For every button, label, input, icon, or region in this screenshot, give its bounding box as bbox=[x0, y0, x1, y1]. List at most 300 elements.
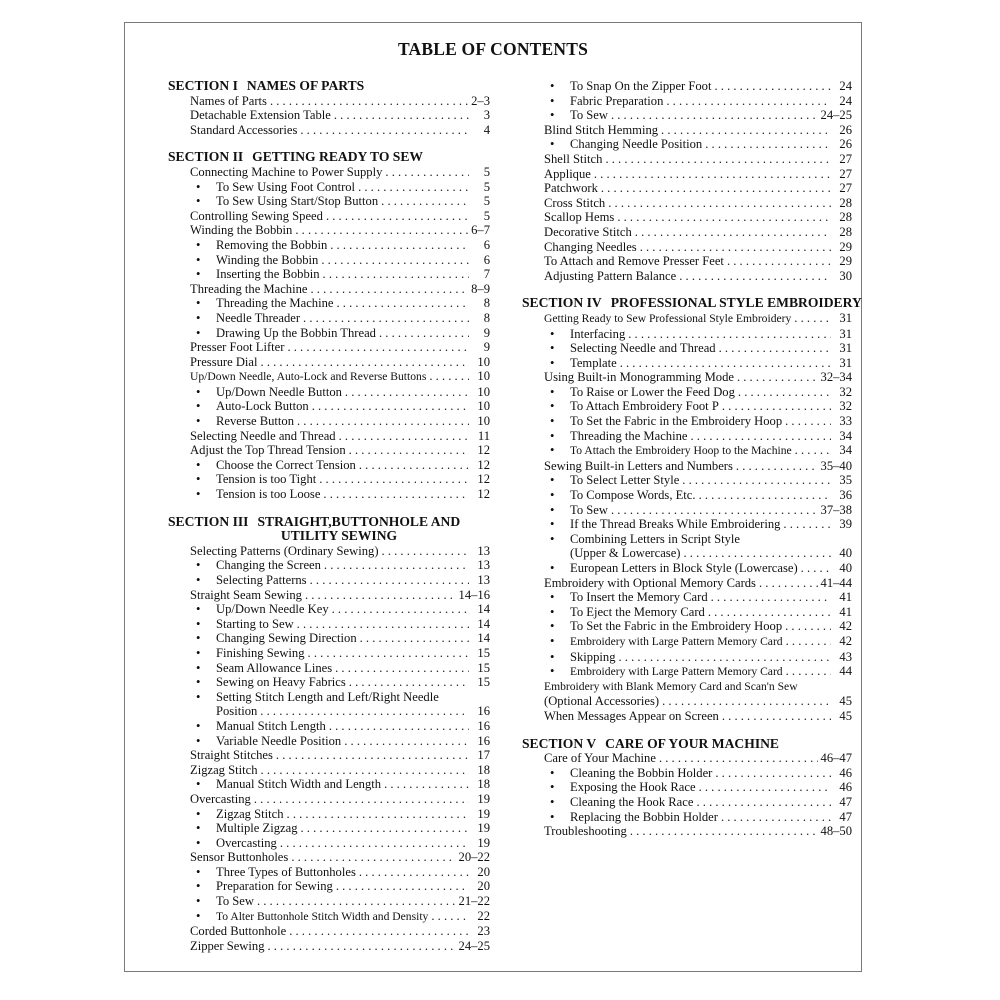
bullet-icon: • bbox=[550, 473, 555, 488]
entry-title: To Attach and Remove Presser Feet bbox=[544, 254, 724, 269]
page-number: 23 bbox=[477, 924, 490, 939]
entry-title: Zipper Sewing bbox=[190, 938, 265, 953]
entry-title: Decorative Stitch bbox=[544, 224, 632, 239]
toc-entry bbox=[522, 795, 852, 810]
entry-title: Embroidery with Optional Memory Cards bbox=[544, 575, 756, 590]
bullet-icon: • bbox=[550, 79, 555, 93]
toc-entry bbox=[522, 356, 852, 371]
dot-leader bbox=[349, 675, 469, 690]
page-number: 24–25 bbox=[820, 108, 852, 123]
section-heading bbox=[168, 79, 490, 94]
page-number: 21–22 bbox=[458, 894, 490, 909]
toc-entry bbox=[522, 327, 852, 342]
toc-entry bbox=[168, 719, 490, 734]
page-number: 9 bbox=[483, 340, 490, 355]
toc-entry bbox=[522, 123, 852, 138]
page-number: 27 bbox=[839, 166, 852, 181]
entry-title: Up/Down Needle Button bbox=[216, 384, 342, 399]
dot-leader bbox=[385, 165, 469, 180]
dot-leader bbox=[722, 399, 831, 414]
page-number: 18 bbox=[477, 777, 490, 792]
entry-title: Position bbox=[216, 704, 258, 719]
bullet-icon: • bbox=[550, 794, 555, 809]
toc-entry bbox=[522, 824, 852, 839]
entry-title: Standard Accessories bbox=[190, 122, 298, 137]
dot-leader bbox=[336, 879, 469, 894]
bullet-icon: • bbox=[196, 864, 201, 879]
page-number: 19 bbox=[477, 806, 490, 821]
page-number: 24–25 bbox=[458, 938, 490, 953]
dot-leader bbox=[287, 807, 469, 822]
page-number: 35–40 bbox=[820, 458, 852, 473]
dot-leader bbox=[300, 123, 469, 138]
entry-title: Adjusting Pattern Balance bbox=[544, 268, 677, 283]
toc-entry bbox=[168, 414, 490, 429]
dot-leader bbox=[785, 619, 831, 634]
toc-entry bbox=[522, 546, 852, 561]
dot-leader bbox=[303, 311, 469, 326]
entry-title: To Insert the Memory Card bbox=[570, 590, 708, 605]
dot-leader bbox=[335, 661, 469, 676]
entry-title: Up/Down Needle, Auto-Lock and Reverse Buttons bbox=[190, 370, 427, 384]
toc-entry bbox=[168, 487, 490, 502]
dot-leader bbox=[268, 939, 456, 954]
page-number: 4 bbox=[483, 122, 490, 137]
bullet-icon: • bbox=[196, 384, 201, 399]
page-title: TABLE OF CONTENTS bbox=[397, 39, 589, 59]
toc-entry bbox=[522, 240, 852, 255]
page-number: 19 bbox=[477, 791, 490, 806]
dot-leader bbox=[323, 267, 469, 282]
page-number: 6 bbox=[483, 252, 490, 267]
dot-leader bbox=[289, 924, 469, 939]
entry-title: Using Built-in Monogramming Mode bbox=[544, 370, 734, 385]
page-number: 32–34 bbox=[820, 370, 852, 385]
page-number: 28 bbox=[839, 224, 852, 239]
toc-entry bbox=[522, 414, 852, 429]
dot-leader bbox=[344, 734, 469, 749]
bullet-icon: • bbox=[196, 631, 201, 646]
page-number: 3 bbox=[483, 108, 490, 123]
bullet-icon: • bbox=[550, 633, 555, 648]
toc-entry bbox=[168, 690, 490, 705]
toc-entry bbox=[522, 385, 852, 400]
bullet-icon: • bbox=[550, 664, 555, 679]
dot-leader bbox=[611, 108, 818, 123]
dot-leader bbox=[705, 137, 831, 152]
toc-entry bbox=[168, 631, 490, 646]
dot-leader bbox=[594, 167, 831, 182]
dot-leader bbox=[384, 777, 469, 792]
entry-title: To Eject the Memory Card bbox=[570, 604, 705, 619]
page-number: 34 bbox=[839, 428, 852, 443]
page-number: 27 bbox=[839, 181, 852, 196]
section-title-continued: UTILITY SEWING bbox=[280, 528, 398, 544]
entry-title: Selecting Patterns (Ordinary Sewing) bbox=[190, 543, 379, 558]
dot-leader bbox=[640, 240, 831, 255]
bullet-icon: • bbox=[550, 780, 555, 795]
bullet-icon: • bbox=[196, 733, 201, 748]
dot-leader bbox=[261, 763, 469, 778]
bullet-icon: • bbox=[196, 399, 201, 414]
toc-entry bbox=[168, 223, 490, 238]
page-number: 45 bbox=[839, 694, 852, 709]
toc-entry bbox=[168, 399, 490, 414]
entry-title: To Sew bbox=[570, 502, 608, 517]
entry-title: When Messages Appear on Screen bbox=[544, 708, 719, 723]
bullet-icon: • bbox=[196, 310, 201, 325]
page-number: 40 bbox=[839, 561, 852, 575]
page-number: 10 bbox=[477, 399, 490, 414]
dot-leader bbox=[786, 634, 831, 649]
dot-leader bbox=[620, 356, 831, 371]
entry-title: Shell Stitch bbox=[544, 151, 603, 166]
toc-entry bbox=[522, 576, 852, 591]
page-number: 14 bbox=[477, 616, 490, 631]
toc-entry bbox=[168, 850, 490, 865]
bullet-icon: • bbox=[550, 137, 555, 152]
toc-entry bbox=[522, 108, 852, 123]
dot-leader bbox=[254, 792, 469, 807]
page-number: 29 bbox=[839, 254, 852, 269]
dot-leader bbox=[297, 414, 469, 429]
entry-title: Names of Parts bbox=[190, 93, 267, 108]
page-number: 13 bbox=[477, 558, 490, 573]
entry-title: Troubleshooting bbox=[544, 824, 627, 839]
entry-title: To Compose Words, Etc. bbox=[570, 488, 696, 503]
entry-title: Cleaning the Hook Race bbox=[570, 794, 694, 809]
bullet-icon: • bbox=[550, 488, 555, 503]
entry-title: Cross Stitch bbox=[544, 195, 606, 210]
bullet-icon: • bbox=[550, 355, 555, 370]
section-heading bbox=[168, 150, 490, 165]
entry-title: Blind Stitch Hemming bbox=[544, 122, 659, 137]
entry-title: Reverse Button bbox=[216, 414, 294, 429]
page-number: 13 bbox=[477, 543, 490, 558]
bullet-icon: • bbox=[196, 602, 201, 617]
entry-title: Changing Needles bbox=[544, 239, 637, 254]
toc-entry bbox=[168, 924, 490, 939]
page-number: 31 bbox=[839, 341, 852, 356]
toc-entry bbox=[168, 458, 490, 473]
dot-leader bbox=[287, 340, 469, 355]
toc-entry bbox=[522, 137, 852, 152]
entry-title: Changing Needle Position bbox=[570, 137, 703, 152]
bullet-icon: • bbox=[550, 414, 555, 429]
dot-leader bbox=[715, 766, 831, 781]
entry-title: Corded Buttonhole bbox=[190, 924, 287, 939]
toc-entry bbox=[168, 311, 490, 326]
dot-leader bbox=[323, 487, 469, 502]
toc-entry bbox=[168, 807, 490, 822]
page-number: 24 bbox=[839, 93, 852, 108]
page-number: 48–50 bbox=[820, 824, 852, 839]
page-number: 22 bbox=[477, 908, 490, 923]
section-number: SECTION III bbox=[168, 513, 249, 529]
page-number: 12 bbox=[477, 472, 490, 487]
entry-title: Setting Stitch Length and Left/Right Needle bbox=[216, 689, 439, 704]
toc-entry bbox=[522, 680, 852, 695]
section-title: CARE OF YOUR MACHINE bbox=[605, 735, 779, 751]
page-number: 31 bbox=[839, 310, 852, 325]
toc-entry bbox=[522, 473, 852, 488]
toc-entry bbox=[522, 780, 852, 795]
toc-entry bbox=[168, 879, 490, 894]
entry-title: Straight Seam Sewing bbox=[190, 587, 302, 602]
page-number: 14 bbox=[477, 602, 490, 617]
bullet-icon: • bbox=[550, 341, 555, 356]
toc-entry bbox=[522, 210, 852, 225]
toc-entry bbox=[168, 443, 490, 458]
entry-title: Inserting the Bobbin bbox=[216, 267, 320, 282]
entry-title: Applique bbox=[544, 166, 591, 181]
dot-leader bbox=[308, 646, 469, 661]
entry-title: Drawing Up the Bobbin Thread bbox=[216, 325, 376, 340]
page-number: 8 bbox=[483, 296, 490, 311]
page-number: 16 bbox=[477, 704, 490, 719]
entry-title: Selecting Needle and Thread bbox=[190, 428, 336, 443]
page-number: 14 bbox=[477, 631, 490, 646]
dot-leader bbox=[429, 369, 469, 384]
dot-leader bbox=[635, 225, 831, 240]
toc-entry bbox=[168, 472, 490, 487]
toc-entry bbox=[522, 709, 852, 724]
bullet-icon: • bbox=[196, 718, 201, 733]
dot-leader bbox=[696, 795, 831, 810]
page-number: 35 bbox=[839, 473, 852, 488]
entry-title: (Upper & Lowercase) bbox=[570, 546, 681, 561]
entry-title: Winding the Bobbin bbox=[216, 252, 319, 267]
toc-entry bbox=[168, 939, 490, 954]
bullet-icon: • bbox=[550, 443, 555, 458]
bullet-icon: • bbox=[550, 809, 555, 824]
dot-leader bbox=[727, 254, 831, 269]
toc-entry bbox=[168, 558, 490, 573]
toc-entry bbox=[168, 748, 490, 763]
page-number: 10 bbox=[477, 414, 490, 429]
toc-entry bbox=[168, 588, 490, 603]
toc-entry bbox=[168, 544, 490, 559]
entry-title: Changing Sewing Direction bbox=[216, 631, 357, 646]
dot-leader bbox=[738, 385, 831, 400]
dot-leader bbox=[601, 181, 831, 196]
dot-leader bbox=[360, 631, 469, 646]
entry-title: Patchwork bbox=[544, 181, 598, 196]
page-number: 9 bbox=[483, 325, 490, 340]
entry-title: Tension is too Loose bbox=[216, 487, 321, 502]
entry-title: Zigzag Stitch bbox=[216, 806, 284, 821]
entry-title: Manual Stitch Length bbox=[216, 718, 326, 733]
entry-title: To Snap On the Zipper Foot bbox=[570, 79, 712, 93]
page-number: 36 bbox=[839, 488, 852, 503]
bullet-icon: • bbox=[196, 296, 201, 311]
toc-entry bbox=[522, 619, 852, 634]
toc-entry bbox=[522, 561, 852, 576]
entry-title: Winding the Bobbin bbox=[190, 223, 293, 238]
bullet-icon: • bbox=[550, 619, 555, 634]
bullet-icon: • bbox=[550, 604, 555, 619]
page-number: 12 bbox=[477, 443, 490, 458]
toc-entry bbox=[168, 253, 490, 268]
bullet-icon: • bbox=[196, 487, 201, 502]
right-column bbox=[522, 79, 862, 839]
entry-title: Three Types of Buttonholes bbox=[216, 864, 356, 879]
toc-entry bbox=[522, 341, 852, 356]
entry-title: Seam Allowance Lines bbox=[216, 660, 333, 675]
dot-leader bbox=[310, 573, 469, 588]
dot-leader bbox=[737, 370, 818, 385]
entry-title: Threading the Machine bbox=[216, 296, 334, 311]
toc-entry bbox=[168, 123, 490, 138]
entry-title: To Sew Using Foot Control bbox=[216, 179, 356, 194]
section-title: NAMES OF PARTS bbox=[246, 78, 365, 93]
page-number: 29 bbox=[839, 239, 852, 254]
page-number: 19 bbox=[477, 835, 490, 850]
toc-entry bbox=[168, 165, 490, 180]
toc-entry bbox=[168, 282, 490, 297]
dot-leader bbox=[311, 282, 469, 297]
bullet-icon: • bbox=[196, 325, 201, 340]
page-number: 6 bbox=[483, 237, 490, 252]
entry-title: Presser Foot Lifter bbox=[190, 340, 285, 355]
toc-entry bbox=[168, 238, 490, 253]
page-number: 42 bbox=[839, 619, 852, 634]
dot-leader bbox=[679, 269, 831, 284]
toc-entry bbox=[168, 777, 490, 792]
bullet-icon: • bbox=[196, 879, 201, 894]
manual-page bbox=[124, 22, 862, 972]
entry-title: European Letters in Block Style (Lowercase) bbox=[570, 561, 798, 575]
toc-entry bbox=[168, 296, 490, 311]
page-number: 14–16 bbox=[458, 587, 490, 602]
toc-entry bbox=[522, 532, 852, 547]
page-number: 33 bbox=[839, 414, 852, 429]
dot-leader bbox=[682, 473, 831, 488]
bullet-icon: • bbox=[550, 561, 555, 575]
toc-entry bbox=[168, 661, 490, 676]
entry-title: Embroidery with Large Pattern Memory Card bbox=[570, 665, 783, 679]
page-number: 13 bbox=[477, 573, 490, 587]
left-column bbox=[168, 79, 490, 953]
dot-leader bbox=[801, 561, 831, 576]
toc-entry bbox=[168, 821, 490, 836]
entry-title: Embroidery with Large Pattern Memory Card bbox=[570, 634, 783, 648]
toc-entry bbox=[168, 108, 490, 123]
entry-title: To Attach the Embroidery Hoop to the Machine bbox=[570, 444, 792, 458]
entry-title: Scallop Hems bbox=[544, 210, 615, 225]
toc-entry bbox=[168, 209, 490, 224]
entry-title: To Sew bbox=[570, 108, 608, 123]
page-number: 6–7 bbox=[471, 223, 490, 238]
toc-entry bbox=[522, 664, 852, 680]
bullet-icon: • bbox=[196, 237, 201, 252]
bullet-icon: • bbox=[550, 326, 555, 341]
page-number: 24 bbox=[839, 79, 852, 93]
toc-entry bbox=[168, 617, 490, 632]
entry-title: To Alter Buttonhole Stitch Width and Density bbox=[216, 909, 429, 923]
section-number: SECTION V bbox=[522, 735, 597, 751]
bullet-icon: • bbox=[196, 777, 201, 792]
page-number: 12 bbox=[477, 487, 490, 502]
section-title: STRAIGHT,BUTTONHOLE AND bbox=[257, 513, 461, 529]
dot-leader bbox=[611, 503, 818, 518]
entry-title: To Set the Fabric in the Embroidery Hoop bbox=[570, 619, 783, 634]
page-number: 45 bbox=[839, 708, 852, 723]
entry-title: To Raise or Lower the Feed Dog bbox=[570, 384, 735, 399]
entry-title: Needle Threader bbox=[216, 310, 301, 325]
dot-leader bbox=[736, 459, 818, 474]
dot-leader bbox=[714, 79, 831, 94]
dot-leader bbox=[666, 94, 831, 109]
dot-leader bbox=[280, 836, 469, 851]
page-number: 16 bbox=[477, 718, 490, 733]
entry-title: Up/Down Needle Key bbox=[216, 602, 329, 617]
entry-title: Straight Stitches bbox=[190, 748, 273, 763]
page-number: 2–3 bbox=[471, 93, 490, 108]
entry-title: Replacing the Bobbin Holder bbox=[570, 809, 718, 824]
page-number: 15 bbox=[477, 660, 490, 675]
bullet-icon: • bbox=[196, 835, 201, 850]
toc-entry bbox=[522, 488, 852, 503]
entry-title: Interfacing bbox=[570, 326, 626, 341]
dot-leader bbox=[270, 94, 468, 109]
bullet-icon: • bbox=[550, 531, 555, 546]
page-number: 5 bbox=[483, 179, 490, 194]
entry-title: Starting to Sew bbox=[216, 616, 294, 631]
toc-entry bbox=[522, 634, 852, 650]
toc-entry bbox=[168, 792, 490, 807]
page-number: 37–38 bbox=[820, 502, 852, 517]
entry-title: Removing the Bobbin bbox=[216, 237, 328, 252]
page-number: 44 bbox=[839, 664, 852, 679]
dot-leader bbox=[345, 385, 469, 400]
page-number: 31 bbox=[839, 326, 852, 341]
page-number: 26 bbox=[839, 122, 852, 137]
bullet-icon: • bbox=[196, 806, 201, 821]
entry-title: Care of Your Machine bbox=[544, 751, 656, 766]
dot-leader bbox=[339, 429, 469, 444]
page-number: 15 bbox=[477, 645, 490, 660]
page-number: 42 bbox=[839, 633, 852, 648]
bullet-icon: • bbox=[550, 399, 555, 414]
dot-leader bbox=[261, 355, 469, 370]
bullet-icon: • bbox=[550, 649, 555, 664]
entry-title: Embroidery with Blank Memory Card and Scan'n Sew bbox=[544, 679, 798, 693]
dot-leader bbox=[691, 429, 832, 444]
toc-entry bbox=[522, 370, 852, 385]
page-number: 47 bbox=[839, 809, 852, 824]
entry-title: Changing the Screen bbox=[216, 558, 321, 573]
bullet-icon: • bbox=[196, 675, 201, 690]
page-number: 32 bbox=[839, 384, 852, 399]
bullet-icon: • bbox=[550, 108, 555, 123]
toc-entry bbox=[522, 225, 852, 240]
bullet-icon: • bbox=[196, 414, 201, 429]
entry-title: Multiple Zigzag bbox=[216, 821, 298, 836]
toc-entry bbox=[168, 865, 490, 880]
bullet-icon: • bbox=[196, 645, 201, 660]
entry-title: Preparation for Sewing bbox=[216, 879, 333, 894]
toc-entry bbox=[522, 429, 852, 444]
toc-entry bbox=[168, 369, 490, 385]
entry-title: To Select Letter Style bbox=[570, 473, 680, 488]
dot-leader bbox=[358, 180, 469, 195]
dot-leader bbox=[708, 605, 831, 620]
dot-leader bbox=[722, 709, 831, 724]
dot-leader bbox=[605, 152, 831, 167]
dot-leader bbox=[260, 704, 469, 719]
page-number: 5 bbox=[483, 194, 490, 209]
